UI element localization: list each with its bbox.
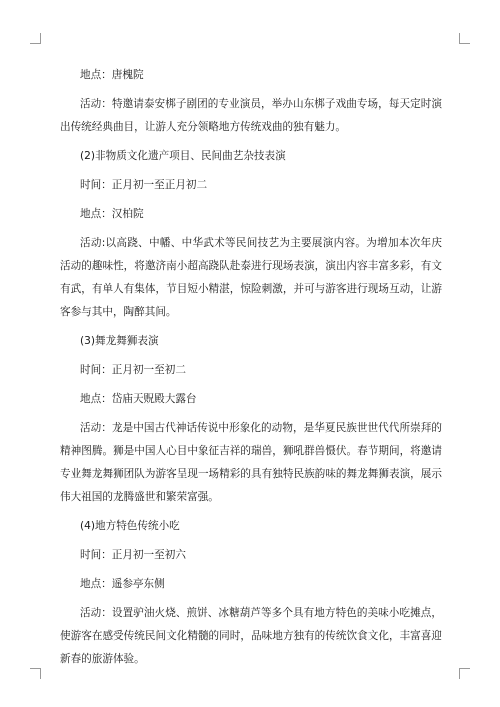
paragraph-activity: 活动：特邀请泰安梆子剧团的专业演员，举办山东梆子戏曲专场，每天定时演出传统经典曲目，让游人充分领略地方传统戏曲的独有魅力。 — [60, 98, 442, 133]
paragraph-location: 地点：岱庙天贶殿大露台 — [80, 393, 197, 405]
document-body — [60, 64, 442, 677]
crop-mark-bottom-right — [459, 668, 470, 679]
paragraph-location: 地点：遥参亭东侧 — [80, 578, 165, 590]
paragraph-section-heading: (4)地方特色传统小吃 — [80, 520, 180, 532]
crop-mark-top-left — [30, 33, 41, 44]
paragraph-activity: 活动:以高跷、中幡、中华武术等民间技艺为主要展演内容。为增加本次年庆活动的趣味性，将邀济南小超高跷队赴泰进行现场表演，演出内容丰富多彩，有文有武，有单人有集体，节目短小精湛，惊险刺激，并可与游客进行现场互动，让游客参与其中，陶醉其间。 — [60, 237, 442, 318]
paragraph-time: 时间：正月初一至初六 — [80, 549, 186, 561]
paragraph-section-heading: (2)非物质文化遗产项目、民间曲艺杂技表演 — [80, 150, 286, 162]
paragraph-location: 地点：汉柏院 — [80, 208, 144, 220]
crop-mark-top-right — [459, 33, 470, 44]
paragraph-activity: 活动：设置驴油火烧、煎饼、冰糖葫芦等多个具有地方特色的美味小吃摊点，使游客在感受传统民间文化精髓的同时，品味地方独有的传统饮食文化，丰富喜迎新春的旅游体验。 — [60, 607, 442, 665]
paragraph-time: 时间：正月初一至初二 — [80, 364, 186, 376]
paragraph-location: 地点：唐槐院 — [80, 69, 144, 81]
paragraph-section-heading: (3)舞龙舞狮表演 — [80, 335, 159, 347]
paragraph-activity: 活动：龙是中国古代神话传说中形象化的动物，是华夏民族世世代代所崇拜的精神图腾。狮是中国人心目中象征吉祥的瑞兽，狮吼群兽慑伏。春节期间，将邀请专业舞龙舞狮团队为游客呈现一场精彩的具有独特民族韵味的舞龙舞狮表演，展示伟大祖国的龙腾盛世和繁荣富强。 — [60, 422, 442, 503]
paragraph-time: 时间：正月初一至正月初二 — [80, 179, 208, 191]
crop-mark-bottom-left — [30, 668, 41, 679]
